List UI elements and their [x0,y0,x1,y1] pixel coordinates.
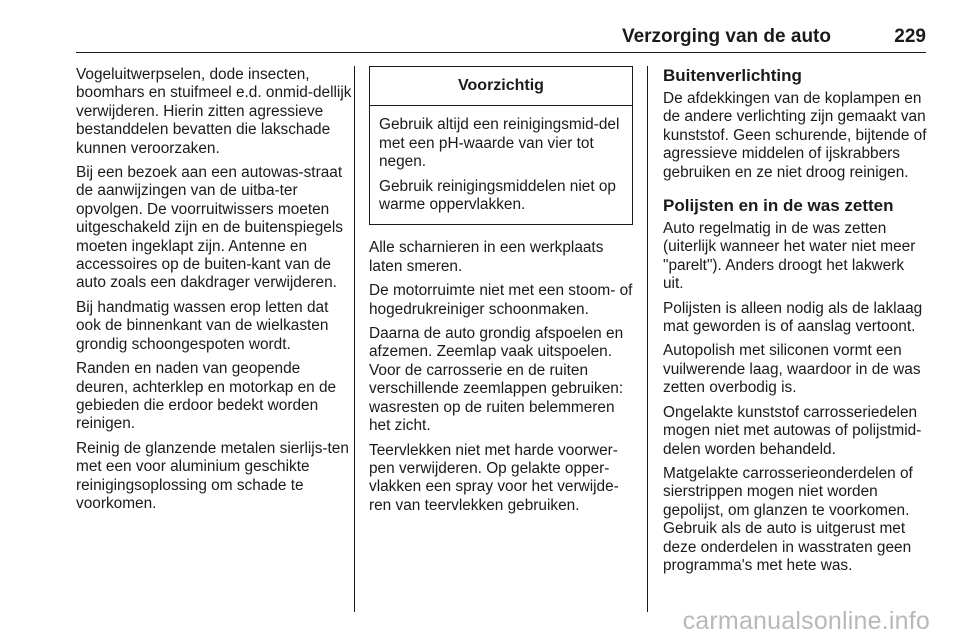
paragraph: Polijsten is alleen nodig als de laklaag mat geworden is of aanslag vertoont. [663,299,923,336]
warning-title: Voorzichtig [370,67,632,106]
paragraph: Randen en naden van geopende deuren, achterklep en motorkap en de gebieden die erdoor bedekt worden reinigen. [76,360,337,433]
page-header [76,26,926,48]
column-divider [354,66,355,612]
paragraph: Teervlekken niet met harde voorwer-pen verwijderen. Op gelakte opper-vlakken een spray voor het verwijde-ren van teervlekken gebruiken. [369,441,619,514]
paragraph: De afdekkingen van de koplampen en de andere verlichting zijn gemaakt van kunststof. Geen schurende, bijtende of agressieve middelen of ijskrabbers gebruiken en ze niet droog reinigen. [663,90,927,181]
paragraph: De motorruimte niet met een stoom- of hogedrukreiniger schoonmaken. [369,282,633,318]
warning-paragraph: Gebruik reinigingsmiddelen niet op warme oppervlakken. [379,177,616,214]
paragraph: Ongelakte kunststof carrosseriedelen mogen niet met autowas of polijstmid-delen worden behandeld. [663,403,922,458]
column-middle [369,66,633,521]
paragraph: Bij handmatig wassen erop letten dat ook de binnenkant van de wielkasten grondig schoongespoten wordt. [76,298,329,353]
paragraph: Auto regelmatig in de was zetten (uiterlijk wanneer het water niet meer "parelt"). Anders droogt het lakwerk uit. [663,220,916,293]
paragraph: Daarna de auto grondig afspoelen en afzemen. Zeemlap vaak uitspoelen. Voor de carrosserie en de ruiten verschillende zeemlappen gebruiken: wasresten op de ruiten belemmeren het zicht. [369,325,624,435]
paragraph: Vogeluitwerpselen, dode insecten, boomhars en stuifmeel e.d. onmid-dellijk verwijderen. Hierin zitten agressieve bestanddelen bevatten die lakschade kunnen veroorzaken. [76,66,352,157]
paragraph: Reinig de glanzende metalen sierlijs-ten met een voor aluminium geschikte reinigingsoplossing om schade te voorkomen. [76,439,349,512]
header-divider [76,52,926,53]
section-heading: Polijsten en in de was zetten [663,196,894,216]
warning-box [369,66,633,225]
watermark: carmanualsonline.info [682,607,930,635]
column-right [663,66,928,581]
column-divider [647,66,648,612]
paragraph: Autopolish met siliconen vormt een vuilwerende laag, waardoor in de was zetten overbodig is. [663,342,921,397]
section-heading: Buitenverlichting [663,66,802,85]
paragraph: Alle scharnieren in een werkplaats laten smeren. [369,239,604,275]
warning-paragraph: Gebruik altijd een reinigingsmid-del met een pH-waarde van vier tot negen. [379,116,620,171]
paragraph: Matgelakte carrosserieonderdelen of sierstrippen mogen niet worden gepolijst, om glanzen te voorkomen. Gebruik als de auto is uitgerust met deze onderdelen in wasstraten geen programma's met hete was. [663,464,913,574]
column-left [76,66,354,519]
warning-body [370,106,632,224]
paragraph: Bij een bezoek aan een autowas-straat de aanwijzingen van de uitba-ter opvolgen. De voorruitwissers moeten uitgeschakeld zijn en de buitenspiegels moeten ingeklapt zijn. Antenne en accessoires op de buiten-kant van de auto zoals een dakdrager verwijderen. [76,164,343,292]
page-title: Verzorging van de auto [621,26,831,47]
page-number: 229 [894,26,926,47]
